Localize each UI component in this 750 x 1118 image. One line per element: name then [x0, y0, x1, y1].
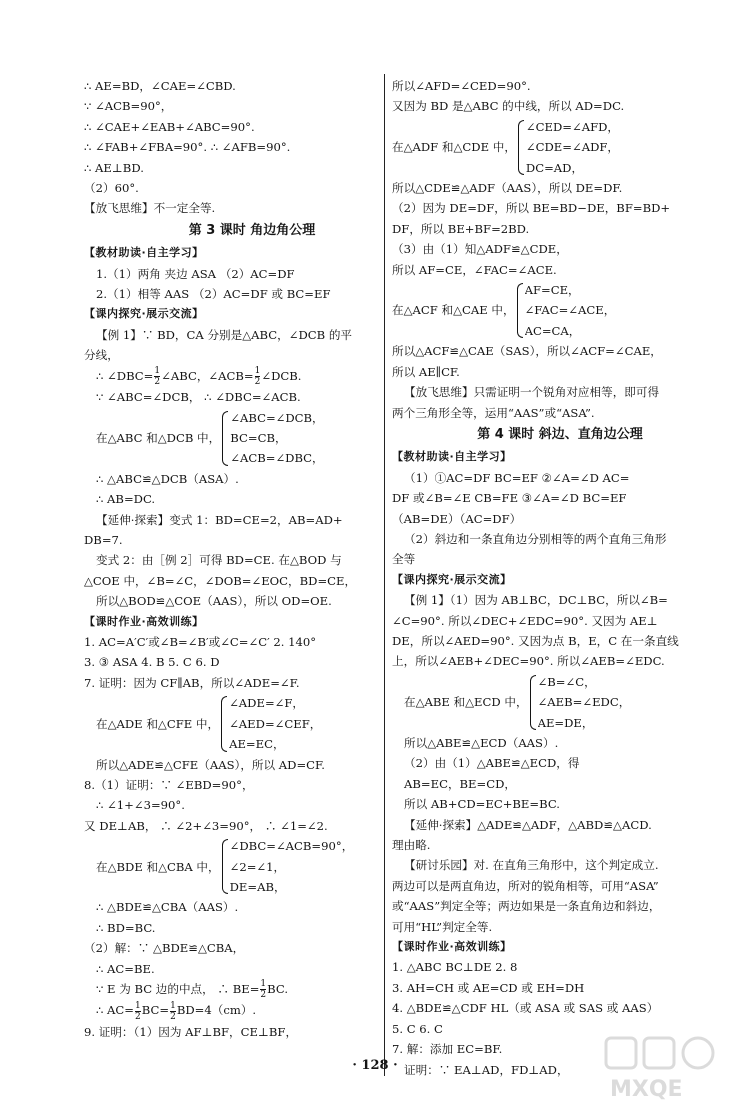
text-segment: BC= — [141, 1003, 170, 1018]
left-brace — [222, 839, 228, 894]
text-line: ∴ AC=BE. — [96, 961, 155, 976]
condition-line: BC=CB， — [230, 431, 287, 445]
numerator: 1 — [170, 1000, 176, 1011]
text-line: 【研讨乐园】对. 在直角三角形中，这个判定成立. — [404, 858, 659, 873]
text-line: 所以 AF=CE，∠FAC=∠ACE. — [392, 262, 557, 277]
condition-block — [84, 408, 420, 469]
text-line: ∵ ∠ACB=90°， — [84, 99, 173, 114]
text-line: 或“AAS”判定全等；两边如果是一条直角边和斜边， — [392, 899, 661, 914]
text-line: 又 DE⊥AB， ∴ ∠2+∠3=90°， ∴ ∠1=∠2. — [84, 818, 328, 833]
text-line: 4. △BDE≌△CDF HL（或 ASA 或 SAS 或 AAS） — [392, 1001, 659, 1016]
condition-line: ∠ADE=∠F， — [229, 696, 305, 711]
text-line: 又因为 BD 是△ABC 的中线，所以 AD=DC. — [392, 99, 625, 114]
left-brace — [530, 675, 536, 730]
condition-block — [84, 693, 420, 754]
text-line: 所以△ABE≌△ECD（AAS）. — [404, 736, 559, 750]
text-line: ∴ △BDE≌△CBA（AAS）. — [96, 900, 239, 915]
condition-block — [392, 280, 728, 341]
left-column — [84, 76, 420, 1042]
condition-line: ∠ACB=∠DBC， — [230, 451, 324, 466]
fraction-line — [84, 366, 420, 388]
text-line: 3. AH=CH 或 AE=CD 或 EH=DH — [392, 980, 585, 995]
text-line: 5. C 6. C — [392, 1021, 443, 1036]
text-line: 证明：∵ EA⊥AD，FD⊥AD， — [404, 1062, 569, 1077]
text-line: 理由略. — [392, 838, 431, 853]
text-line: （2）因为 DE=DF，所以 BE=BD−DE，BF=BD+ — [392, 201, 671, 216]
text-line: DE，所以∠AED=90°. 又因为点 B，E，C 在一条直线 — [392, 633, 679, 648]
fraction — [135, 1001, 141, 1022]
text-segment: ∵ E 为 BC 边的中点， ∴ BE= — [96, 981, 260, 996]
text-line: DF 或∠B=∠E CB=FE ③∠A=∠D BC=EF — [392, 491, 627, 506]
text-line: ∴ △ABC≌△DCB（ASA）. — [96, 471, 239, 486]
text-line: 【放飞思维】只需证明一个锐角对应相等，即可得 — [404, 385, 660, 400]
text-line: 7. 解：添加 EC=BF. — [392, 1042, 503, 1057]
text-line: （2）斜边和一条直角边分别相等的两个直角三角形 — [404, 531, 667, 546]
denominator: 2 — [135, 1011, 141, 1022]
section-heading: 【教材助读·自主学习】 — [392, 450, 512, 464]
text-line: ∵ ∠ABC=∠DCB， ∴ ∠DBC=∠ACB. — [96, 390, 301, 405]
condition-lead: 在△ABC 和△DCB 中， — [96, 431, 221, 445]
text-line: 3. ③ ASA 4. B 5. C 6. D — [84, 655, 220, 670]
denominator: 2 — [170, 1011, 176, 1022]
condition-line: ∠2=∠1， — [229, 859, 286, 874]
text-line: 所以△CDE≌△ADF（AAS），所以 DE=DF. — [392, 181, 623, 196]
text-line: ∴ AE=BD，∠CAE=∠CBD. — [84, 79, 236, 93]
text-line: 【例 1】∵ BD，CA 分别是△ABC，∠DCB 的平 — [96, 327, 353, 342]
numerator: 1 — [260, 979, 267, 990]
text-line: 【延伸·探索】变式 1：BD=CE=2，AB=AD+ — [96, 512, 343, 527]
text-line: （3）由（1）知△ADF≌△CDE， — [392, 242, 568, 257]
text-line: 所以 AB+CD=EC+BE=BC. — [404, 797, 560, 812]
numerator: 1 — [154, 366, 161, 377]
text-segment: ∴ ∠DBC= — [96, 368, 154, 383]
section-heading: 【课时作业·高效训练】 — [84, 614, 204, 628]
right-column — [392, 76, 728, 1080]
condition-lead: 在△ADE 和△CFE 中， — [96, 716, 220, 731]
page-number: · 128 · — [352, 1058, 398, 1073]
text-line: 所以△ACF≌△CAE（SAS），所以∠ACF=∠CAE， — [392, 344, 662, 359]
condition-line: AE=EC， — [229, 737, 285, 752]
text-line: 所以∠AFD=∠CED=90°. — [392, 79, 531, 93]
condition-line: ∠ABC=∠DCB， — [230, 410, 324, 425]
condition-line: ∠FAC=∠ACE， — [524, 303, 616, 318]
section-heading: 【教材助读·自主学习】 — [84, 246, 204, 260]
text-line: ∴ ∠CAE+∠EAB+∠ABC=90°. — [84, 119, 255, 134]
text-segment: BC. — [267, 981, 289, 996]
text-line: AB=EC，BE=CD， — [404, 776, 516, 791]
fraction — [154, 366, 160, 387]
watermark-logo — [600, 1030, 740, 1110]
text-line: 【例 1】（1）因为 AB⊥BC，DC⊥BC，所以∠B= — [404, 593, 668, 608]
section-heading: 【课时作业·高效训练】 — [392, 940, 512, 954]
condition-lines — [525, 280, 616, 341]
text-line: 两个三角形全等，运用“AAS”或“ASA”. — [392, 405, 595, 420]
text-segment: BD=4（cm）. — [176, 1003, 257, 1018]
condition-block — [84, 836, 420, 897]
text-line: ∠C=90°. 所以∠DEC+∠EDC=90°. 又因为 AE⊥ — [392, 613, 658, 628]
condition-line: ∠AED=∠CEF， — [229, 716, 322, 731]
text-line: 9. 证明：（1）因为 AF⊥BF，CE⊥BF， — [84, 1024, 298, 1039]
condition-line: ∠B=∠C， — [537, 674, 596, 689]
text-line: 【放飞思维】不一定全等. — [84, 201, 216, 216]
text-line: 【延伸·探索】△ADE≌△ADF，△ABD≌△ACD. — [404, 817, 652, 832]
section-heading: 【课内探究·展示交流】 — [392, 572, 512, 586]
lesson-title: 第 3 课时 角边角公理 — [188, 222, 316, 238]
condition-lead: 在△ACF 和△CAE 中， — [392, 303, 515, 318]
fraction — [255, 366, 261, 387]
text-line: 1. △ABC BC⊥DE 2. 8 — [392, 960, 518, 975]
text-line: 8.（1）证明：∵ ∠EBD=90°， — [84, 777, 254, 792]
fraction — [260, 979, 266, 1000]
condition-lines — [229, 693, 321, 754]
denominator: 2 — [154, 377, 161, 388]
condition-line: AC=CA， — [524, 323, 581, 338]
text-line: 两边可以是两直角边，所对的锐角相等，可用“ASA” — [392, 878, 659, 893]
text-line: 1.（1）两角 夹边 ASA （2）AC=DF — [96, 266, 295, 281]
section-heading: 【课内探究·展示交流】 — [84, 307, 204, 321]
text-line: ∴ AB=DC. — [96, 492, 156, 507]
text-line: 所以 AE∥CF. — [392, 364, 460, 379]
left-brace — [222, 411, 228, 466]
text-line: （2）由（1）△ABE≌△ECD，得 — [404, 756, 580, 771]
text-line: ∴ AE⊥BD. — [84, 160, 144, 175]
condition-line: AF=CE， — [524, 283, 580, 298]
fraction-line — [84, 979, 420, 1001]
text-line: 2.（1）相等 AAS （2）AC=DF 或 BC=EF — [96, 287, 331, 302]
condition-lines — [230, 836, 354, 897]
numerator: 1 — [135, 1000, 141, 1011]
condition-line: ∠CED=∠AFD， — [525, 119, 620, 134]
text-line: 1. AC=A′C′或∠B=∠B′或∠C=∠C′ 2. 140° — [84, 635, 317, 650]
condition-lead: 在△BDE 和△CBA 中， — [96, 859, 220, 874]
condition-lead: 在△ADF 和△CDE 中， — [392, 140, 516, 155]
denominator: 2 — [254, 377, 261, 388]
text-line: 7. 证明：因为 CF∥AB，所以∠ADE=∠F. — [84, 675, 300, 690]
text-line: ∴ ∠1+∠3=90°. — [96, 798, 185, 813]
condition-line: AE=DE， — [537, 715, 594, 730]
text-line: （AB=DE）（AC=DF） — [392, 511, 522, 526]
numerator: 1 — [254, 366, 261, 377]
svg-text:MXQE: MXQE — [610, 1077, 683, 1102]
text-line: 所以△BOD≌△COE（AAS），所以 OD=OE. — [96, 594, 332, 609]
condition-line: ∠DBC=∠ACB=90°， — [229, 839, 354, 854]
text-line: （2）解：∵ △BDE≌△CBA， — [84, 941, 245, 956]
condition-line: ∠AEB=∠EDC， — [537, 695, 631, 710]
text-line: 分线， — [84, 348, 119, 363]
lesson-title: 第 4 课时 斜边、直角边公理 — [477, 426, 643, 442]
condition-lines — [526, 117, 619, 178]
left-brace — [221, 696, 227, 751]
condition-line: ∠CDE=∠ADF， — [525, 140, 620, 155]
text-line: DB=7. — [84, 533, 123, 548]
fraction — [170, 1001, 176, 1022]
text-line: ∴ ∠FAB+∠FBA=90°. ∴ ∠AFB=90°. — [84, 140, 291, 155]
denominator: 2 — [260, 990, 267, 1001]
text-line: （2）60°. — [84, 181, 139, 196]
condition-block — [392, 672, 728, 733]
fraction-line — [84, 1000, 420, 1022]
text-line: 变式 2：由［例 2］可得 BD=CE. 在△BOD 与 — [96, 553, 342, 568]
condition-lines — [538, 672, 631, 733]
text-line: 可用“HL”判定全等. — [392, 919, 493, 934]
text-line: DF，所以 BE+BF=2BD. — [392, 221, 530, 236]
text-line: 全等 — [392, 552, 416, 567]
text-segment: ∴ AC= — [96, 1003, 135, 1018]
condition-line: DE=AB， — [229, 879, 286, 894]
condition-lines — [230, 408, 323, 469]
text-line: 所以△ADE≌△CFE（AAS），所以 AD=CF. — [96, 757, 325, 772]
text-line: （1）①AC=DF BC=EF ②∠A=∠D AC= — [404, 470, 630, 485]
condition-lead: 在△ABE 和△ECD 中， — [404, 695, 528, 710]
text-line: △COE 中，∠B=∠C，∠DOB=∠EOC，BD=CE， — [84, 573, 357, 588]
text-segment: ∠DCB. — [261, 368, 302, 383]
left-brace — [518, 120, 524, 175]
text-line: ∴ BD=BC. — [96, 920, 156, 935]
condition-block — [392, 117, 728, 178]
left-brace — [517, 283, 523, 338]
text-line: 上，所以∠AEB+∠DEC=90°. 所以∠AEB=∠EDC. — [392, 654, 665, 669]
text-segment: ∠ABC，∠ACB= — [161, 368, 254, 383]
condition-line: DC=AD， — [525, 160, 584, 175]
